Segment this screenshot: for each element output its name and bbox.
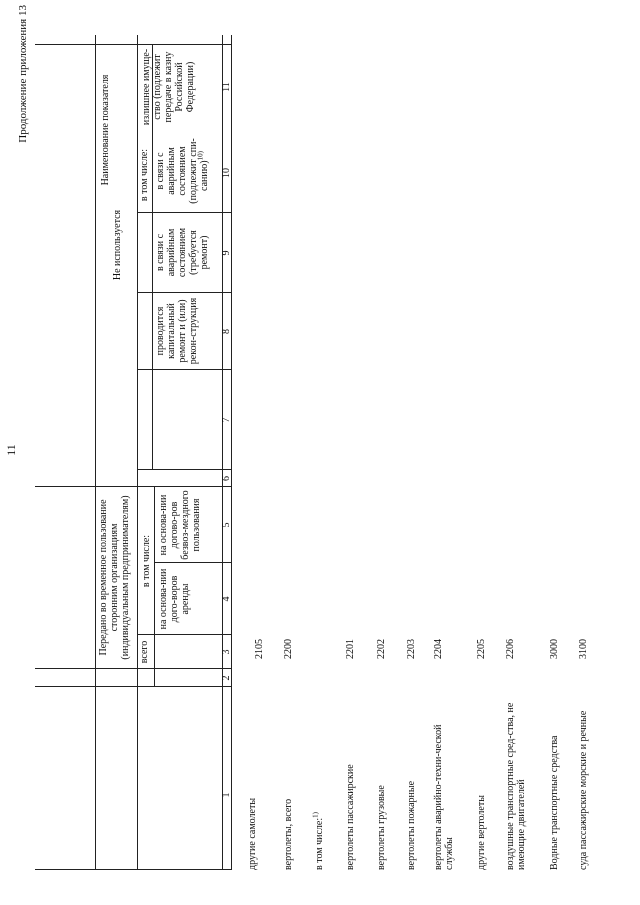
header-not-used-incl: в том числе: <box>139 148 150 202</box>
column-number: 11 <box>221 82 232 92</box>
row-code: 2204 <box>433 639 444 659</box>
header-transferred-incl: в том числе: <box>141 534 152 588</box>
row-code: 2206 <box>505 639 516 659</box>
column-number: 7 <box>221 417 232 423</box>
row-name: вертолеты пассажирские <box>345 764 356 870</box>
header-repair: проводится капитальный ремонт и (или) рекон-струкция <box>155 297 199 365</box>
row-code: 3100 <box>578 639 589 659</box>
row-code: 3000 <box>549 639 560 659</box>
row-name: вертолеты аварийно-техни-ческой службы <box>433 724 455 870</box>
footnote-mark: 1) <box>311 812 320 818</box>
row-code: 2105 <box>254 639 265 659</box>
row-code: 2202 <box>376 639 387 659</box>
row-code: 2205 <box>476 639 487 659</box>
row-name: воздушные транспортные сред-ства, не имеющие двигателей <box>505 702 527 870</box>
column-number: 10 <box>221 168 232 178</box>
header-emergency-writeoff-text: в связи с аварийным состоянием (подлежит спи-санию) <box>155 138 210 204</box>
row-name: суда пассажирские морские и речные <box>578 710 589 870</box>
column-number: 6 <box>221 476 232 481</box>
header-surplus: излишнее имуще-ство (подлежит передаче в казну Российской Федерации) <box>141 48 196 126</box>
column-number: 8 <box>221 329 232 334</box>
header-transferred-total: всего <box>139 640 150 664</box>
row-code: 2203 <box>406 639 417 659</box>
column-number: 2 <box>221 675 232 681</box>
row-name: вертолеты пожарные <box>406 780 417 870</box>
row-code: 2200 <box>283 639 294 659</box>
row-code: 2201 <box>345 639 356 659</box>
row-name: другие самолеты <box>247 797 258 870</box>
page-number: 11 <box>4 444 18 456</box>
header-lease: на основа-нии дого-воров аренды <box>158 568 191 630</box>
column-number: 5 <box>221 522 232 528</box>
header-transferred: Передано во временное пользование сторонним организациям (индивидуальным предпринимателям) <box>98 495 131 660</box>
row-name: вертолеты, всего <box>283 798 294 870</box>
header-indicator-name: Наименование показателя <box>100 74 111 186</box>
column-number: 9 <box>221 250 232 256</box>
row-name: вертолеты грузовые <box>376 785 387 870</box>
row-name <box>311 690 325 870</box>
footnote-mark: 10) <box>196 151 205 161</box>
row-name: другие вертолеты <box>476 795 487 870</box>
continuation-note: Продолжение приложения 13 <box>17 5 29 143</box>
header-not-used: Не используется <box>112 209 123 281</box>
column-number: 4 <box>221 596 232 602</box>
header-emergency-repair: в связи с аварийным состоянием (требуется ремонт) <box>155 227 210 278</box>
column-number: 3 <box>221 649 232 655</box>
row-name: Водные транспортные средства <box>549 735 560 870</box>
row-name-text: в том числе: <box>314 817 325 870</box>
header-free-use: на основа-нии догово-ров безвоз-мездного пользования <box>158 490 202 560</box>
column-number: 1 <box>221 792 232 798</box>
